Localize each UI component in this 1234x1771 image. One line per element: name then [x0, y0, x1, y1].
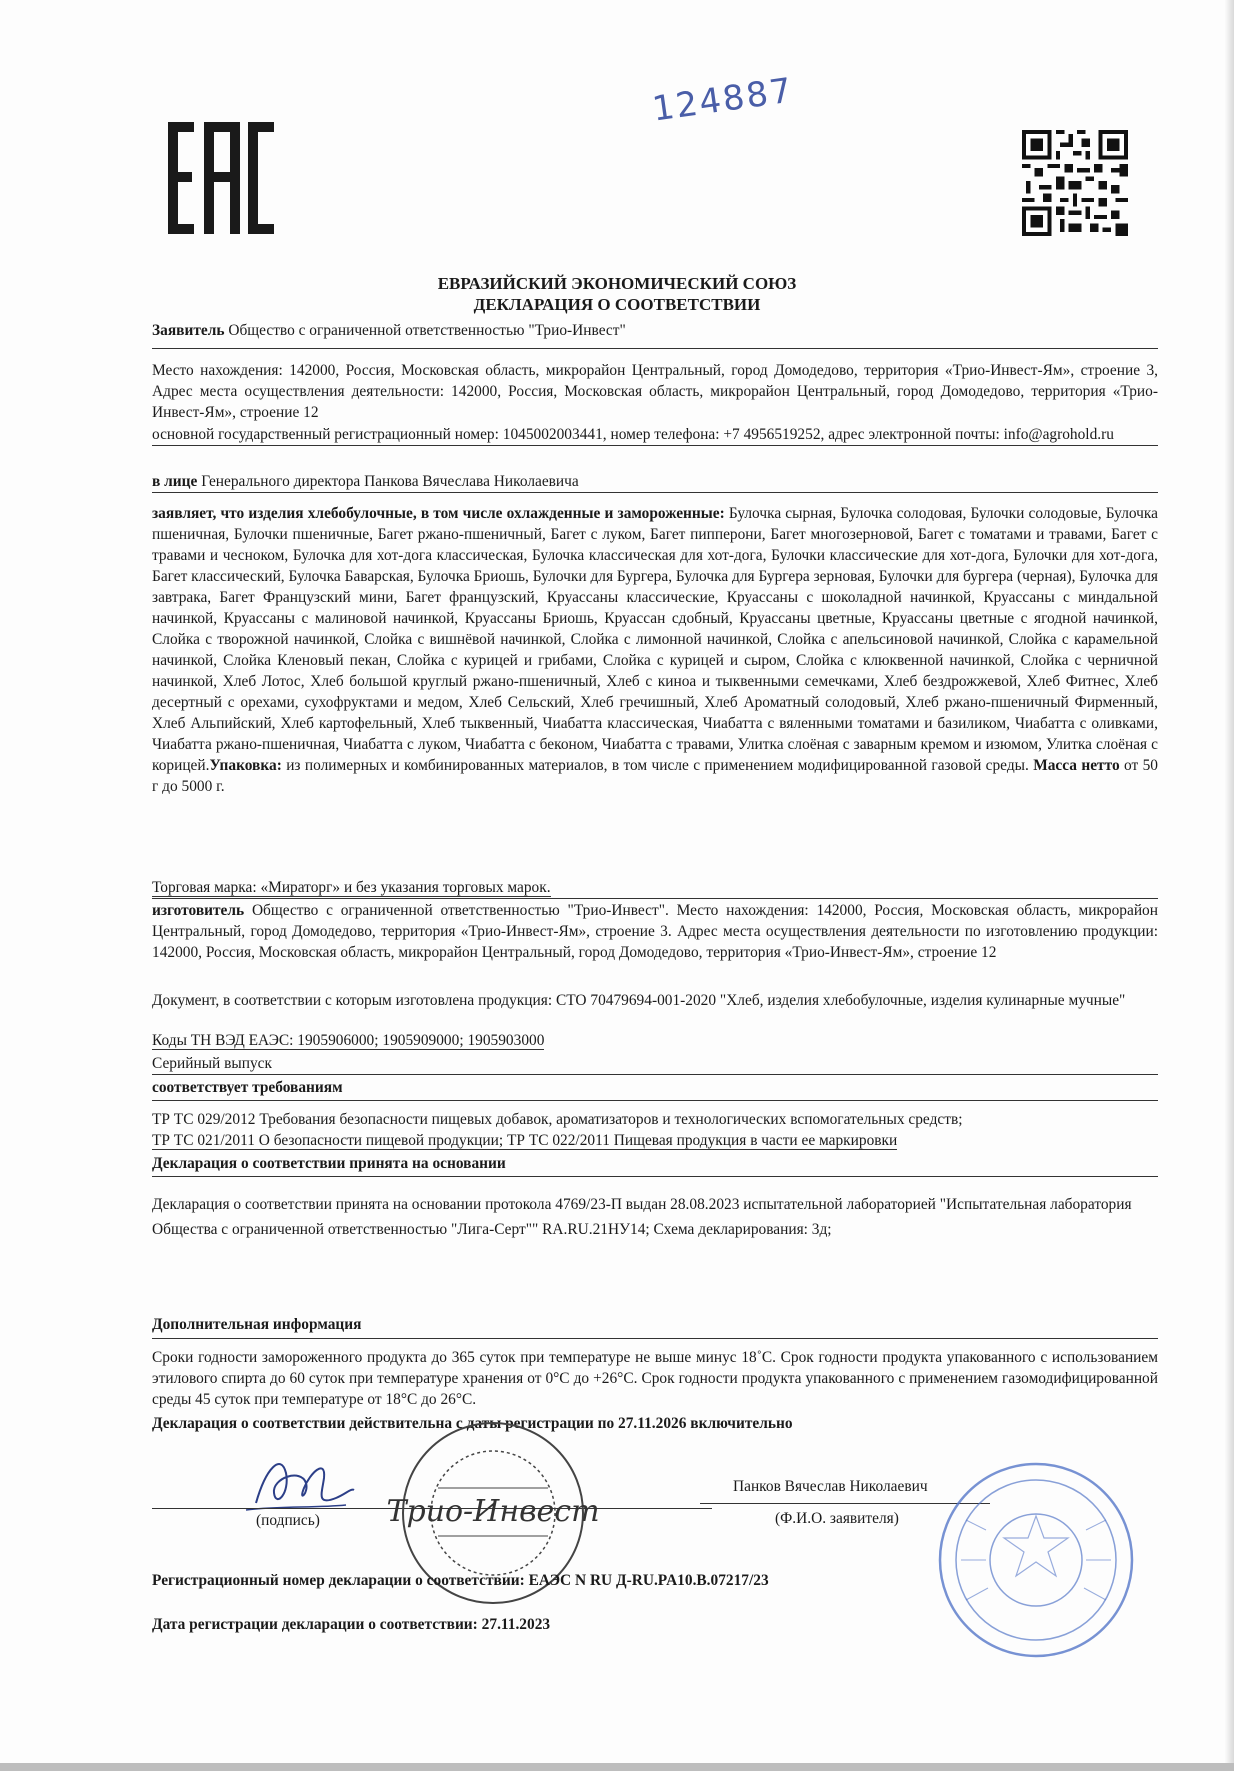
requirement-line-1: ТР ТС 029/2012 Требования безопасности пищевых добавок, ароматизаторов и технологических вспомогательных средств;	[152, 1111, 963, 1128]
requirement-line-2	[152, 1130, 897, 1151]
scan-edge-right	[1224, 0, 1234, 1771]
applicant-person	[152, 471, 1158, 493]
mass-text: от 50 г до 5000 г.	[152, 757, 1158, 795]
signer-name: Панков Вячеслав Николаевич	[733, 1478, 928, 1495]
additional-label: Дополнительная информация	[152, 1316, 362, 1333]
certification-stamp	[936, 1460, 1136, 1660]
registration-number: ЕАЭС N RU Д-RU.PA10.B.07217/23	[528, 1572, 769, 1589]
divider	[152, 1100, 1158, 1101]
package-text: из полимерных и комбинированных материалов, в том числе с применением модифицированной газовой среды.	[286, 757, 1029, 774]
divider	[152, 1338, 1158, 1339]
manufacturer	[152, 900, 1158, 963]
divider	[152, 898, 1158, 899]
divider	[152, 348, 1158, 349]
basis-label: Декларация о соответствии принята на основании	[152, 1155, 506, 1172]
declaration-body	[152, 503, 1158, 797]
sign-caption: (подпись)	[256, 1512, 320, 1529]
product-list: Булочка сырная, Булочка солодовая, Булочки солодовые, Булочка пшеничная, Булочки пшеничные, Багет ржано-пшеничный, Багет с луком, Багет пипперони, Багет многозерновой, Багет с томатами и травами, Багет с травами и чесноком, Булочка для хот-дога классическая, Булочка классическая для хот-дога, Булочки классические для хот-дога, Булочки для хот-дога, Багет классический, Булочка Баварская, Булочка Бриошь, Булочки для Бургера, Булочка для Бургера зерновая, Булочки для бургера (черная), Булочка для завтрака, Багет Французский мини, Багет французский, Круассаны классические, Круассаны с шоколадной начинкой, Круассаны с миндальной начинкой, Круассаны с малиновой начинкой, Круассаны Бриошь, Круассан сдобный, Круассаны цветные, Круассаны цветные с ягодной начинкой, Слойка с творожной начинкой, Слойка с вишнёвой начинкой, Слойка с лимонной начинкой, Слойка с апельсиновой начинкой, Слойка с карамельной начинкой, Слойка Кленовый пекан, Слойка с курицей и грибами, Слойка с курицей и сыром, Слойка с клюквенной начинкой, Слойка с черничной начинкой, Хлеб Лотос, Хлеб большой круглый ржано-пшеничный, Хлеб с киноа и тыквенными семечками, Хлеб бездрожжевой, Хлеб Фитнес, Хлеб десертный с орехами, сухофруктами и медом, Хлеб Сельский, Хлеб гречишный, Хлеб Ароматный солодовый, Хлеб ржано-пшеничный Фирменный, Хлеб Альпийский, Хлеб картофельный, Хлеб тыквенный, Чиабатта классическая, Чиабатта с вяленными томатами и базиликом, Чиабатта с оливками, Чиабатта ржано-пшеничная, Чиабатта с луком, Чиабатта с беконом, Чиабатта с травами, Улитка слоёная с заварным кремом и изюмом, Улитка слоёная с корицей.	[152, 505, 1159, 774]
trademark-text: Торговая марка: «Мираторг» и без указания торговых марок.	[152, 879, 551, 896]
person-name: Генерального директора Панкова Вячеслава Николаевича	[201, 473, 579, 490]
handwritten-number: 124887	[649, 70, 796, 130]
applicant-registration: основной государственный регистрационный номер: 1045002003441, номер телефона: +7 4956519252, адрес электронной почты: info@agrohold.ru	[152, 424, 1158, 446]
stamp-company-name: Трио-Инвест	[386, 1494, 600, 1529]
declaration-title: ДЕКЛАРАЦИЯ О СООТВЕТСТВИИ	[473, 295, 761, 314]
mass-label: Масса нетто	[1033, 757, 1120, 774]
declares-lead: заявляет, что изделия хлебобулочные, в том числе охлажденные и замороженные:	[152, 505, 725, 522]
manufacturer-label: изготовитель	[152, 902, 245, 919]
requirement-line-2-text: ТР ТС 021/2011 О безопасности пищевой продукции; ТР ТС 022/2011 Пищевая продукция в части ее маркировки	[152, 1132, 898, 1149]
divider	[152, 1176, 1158, 1177]
requirements-label: соответствует требованиям	[152, 1079, 343, 1096]
serial-release-text: Серийный выпуск	[152, 1055, 272, 1072]
applicant-name: Общество с ограниченной ответственностью "Трио-Инвест"	[228, 322, 626, 339]
package-label: Упаковка:	[209, 757, 282, 774]
name-caption: (Ф.И.О. заявителя)	[775, 1510, 899, 1527]
scan-edge-bottom	[0, 1763, 1234, 1771]
applicant-label: Заявитель	[152, 322, 225, 339]
applicant-line	[152, 320, 1158, 341]
union-title: ЕВРАЗИЙСКИЙ ЭКОНОМИЧЕСКИЙ СОЮЗ	[437, 274, 797, 293]
additional-text: Сроки годности замороженного продукта до 365 суток при температуре не выше минус 18˚С. Срок годности продукта упакованного с использованием этилового спирта до 60 суток при температуре хранения от 0°С до +26°С. Срок годности продукта упакованного с применением газомодифицированной среды 45 суток при температуре от 18°С до 26°С.	[152, 1349, 1158, 1408]
person-label: в лице	[152, 473, 198, 490]
divider	[152, 1074, 1158, 1075]
basis-text: Декларация о соответствии принята на основании протокола 4769/23-П выдан 28.08.2023 испытательной лабораторией "Испытательная лаборатория Общества с ограниченной ответственностью "Лига-Серт"" RA.RU.21НУ14; Схема декларирования: 3д;	[152, 1196, 1132, 1238]
tn-ved-codes	[152, 1030, 544, 1051]
qr-code	[1022, 130, 1128, 236]
registration-number-label: Регистрационный номер декларации о соответствии:	[152, 1572, 525, 1589]
manufacturer-text: Общество с ограниченной ответственностью "Трио-Инвест". Место нахождения: 142000, Россия, Московская область, микрорайон Центральный, город Домодедово, территория «Трио-Инвест-Ям», строение 3. Адрес места осуществления деятельности по изготовлению продукции: 142000, Россия, Московская область, микрорайон Центральный, город Домодедово, территория «Трио-Инвест-Ям», строение 12	[152, 902, 1158, 961]
applicant-address: Место нахождения: 142000, Россия, Московская область, микрорайон Центральный, город Домодедово, территория «Трио-Инвест-Ям», строение 3, Адрес места осуществления деятельности: 142000, Россия, Московская область, микрорайон Центральный, город Домодедово, территория «Трио-Инвест-Ям», строение 12	[152, 362, 1158, 421]
trademark	[152, 877, 551, 898]
validity: Декларация о соответствии действительна с даты регистрации по 27.11.2026 включительно	[152, 1415, 793, 1432]
registration-date: 27.11.2023	[481, 1616, 551, 1633]
registration-date-label: Дата регистрации декларации о соответствии:	[152, 1616, 478, 1633]
eac-logo	[166, 118, 276, 238]
tn-ved-codes-text: Коды ТН ВЭД ЕАЭС: 1905906000; 1905909000; 1905903000	[152, 1032, 545, 1049]
serial-release	[152, 1053, 1158, 1074]
manufacturer-document: Документ, в соответствии с которым изготовлена продукция: СТО 70479694-001-2020 "Хлеб, изделия хлебобулочные, изделия кулинарные мучные"	[152, 992, 1126, 1009]
